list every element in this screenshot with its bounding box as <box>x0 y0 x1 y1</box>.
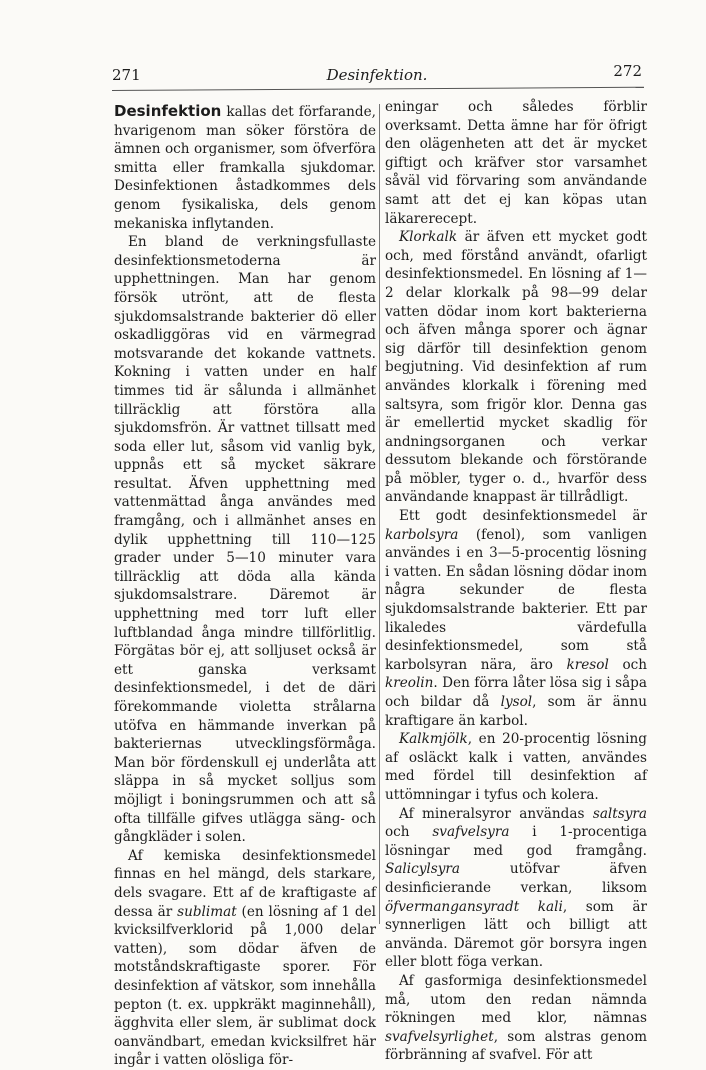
term-sublimat: sublimat <box>177 903 237 920</box>
paragraph-text: Af kemiska desinfektionsmedel finnas en hel mängd, dels starkare, dels svagare. Ett af de kraftigaste af dessa är <box>114 847 376 920</box>
paragraph-text: i 1-procentiga lösningar med god framgång. <box>385 824 647 859</box>
right-column <box>385 98 648 1064</box>
paragraph-chemical <box>114 847 376 1070</box>
term-kreolin: kreolin <box>385 675 434 692</box>
left-column <box>114 102 376 1069</box>
paragraph-intro <box>114 102 376 233</box>
term-ofvermangansyradt-kali: öfvermangansyradt kali <box>385 898 563 915</box>
paragraph-kalkmjolk <box>385 730 647 804</box>
term-lysol: lysol <box>500 694 533 710</box>
paragraph-text: Af gasformiga desinfektionsmedel må, utom den redan nämnda rökningen med klor, nämnas <box>385 972 647 1027</box>
term-svafvelsyrlighet: svafvelsyrlighet <box>385 1028 494 1045</box>
paragraph-text: utöfvar äfven desinficierande verkan, liksom <box>385 861 647 896</box>
term-saltsyra: saltsyra <box>592 805 647 822</box>
paragraph-text: kallas det förfarande, hvarigenom man söker förstöra de ämnen och organismer, som öfverföra smitta eller framkalla sjukdomar. Desinfektionen åstadkommes dels genom fysikaliska, dels genom mekaniska inflytanden. <box>114 104 376 232</box>
paragraph-text: , som alstras genom förbränning af svafvel. För att <box>385 1028 647 1064</box>
page-header <box>112 62 642 90</box>
paragraph-gasformiga <box>385 972 647 1065</box>
paragraph-text: , som är synnerligen lätt och billigt att använda. Däremot gör borsyra ingen eller blott föga verkan. <box>385 898 647 971</box>
paragraph-text: och <box>385 824 433 841</box>
paragraph-text: , som är ännu kraftigare än karbol. <box>385 694 648 729</box>
column-divider <box>379 104 380 924</box>
term-kalkmjolk: Kalkmjölk <box>399 731 468 748</box>
term-svafvelsyra: svafvelsyra <box>432 824 510 841</box>
running-title: Desinfektion. <box>326 66 428 84</box>
term-kresol: kresol <box>566 656 609 673</box>
paragraph-klorkalk <box>385 228 647 507</box>
paragraph-continued: eningar och således förblir overksamt. Detta ämne har för öfrigt den olägenheten att det är mycket giftigt och kräfver stor varsamhet såväl vid förvaring som användande samt att det ej kan köpas utan läkarerecept. <box>385 99 647 227</box>
paragraph-karbolsyra <box>385 507 647 730</box>
paragraph-text: , en 20-procentig lösning af osläckt kalk i vatten, användes med fördel till desinfektion af uttömningar i tyfus och kolera. <box>385 731 647 803</box>
paragraph-text: (en lösning af 1 del kvicksilfverklorid på 1,000 delar vatten), som dödar äfven de motståndskraftigaste sporer. För desinfektion af vätskor, som innehålla pepton (t. ex. uppkräkt maginnehåll), ägghvita eller slem, är sublimat dock oanvändbart, emedan kvicksilfret här ingår i vatten olösliga för- <box>114 903 376 1069</box>
page-number-right: 272 <box>613 62 642 80</box>
paragraph-text: Af mineralsyror användas <box>399 805 593 822</box>
entry-headword: Desinfektion <box>114 102 222 120</box>
paragraph-mineralsyror <box>385 805 647 972</box>
term-karbolsyra: karbolsyra <box>385 526 459 543</box>
paragraph-heating: En bland de verkningsfullaste desinfektionsmetoderna är upphettningen. Man har genom försök utrönt, att de flesta sjukdomsalstrande bakterier dö eller oskadliggöras vid en värmegrad motsvarande det kokande vattnets. Kokning i vatten under en half timmes tid är sålunda i allmänhet tillräcklig att förstöra alla sjukdomsfrön. Är vattnet tillsatt med soda eller lut, såsom vid vanlig byk, uppnås ett så mycket säkrare resultat. Äfven upphettning med vattenmättad ånga användes med framgång, och i allmänhet anses en dylik upphettning till 110—125 grader under 5—10 minuter vara tillräcklig att döda alla kända sjukdomsalstrare. Däremot är upphettning med torr luft eller luftblandad ånga mindre tillförlitlig. Förgätas bör ej, att solljuset också är ett ganska verksamt desinfektionsmedel, i det de däri förekommande violetta strålarna utöfva en hämmande inverkan på bakteriernas utvecklingsförmåga. Man bör fördenskull ej underlåta att släppa in så mycket solljus som möjligt i boningsrummen och att så ofta tillfälle gifves utlägga säng- och gångkläder i solen. <box>114 234 376 846</box>
paragraph-text: och <box>608 656 648 673</box>
paragraph-text: (fenol), som vanligen användes i en 3—5-procentig lösning i vatten. En sådan lösning dödar inom några sekunder de flesta sjukdomsalstrande bakterier. Ett par likaledes värdefulla desinfektionsmedel, som stå karbolsyran nära, äro <box>385 526 647 673</box>
paragraph-text: . Den förra låter lösa sig i såpa och bildar då <box>385 675 647 710</box>
paragraph-text: Ett godt desinfektionsmedel är <box>399 508 647 525</box>
term-klorkalk: Klorkalk <box>399 229 458 246</box>
term-salicylsyra: Salicylsyra <box>385 861 461 878</box>
page-number-left: 271 <box>112 66 141 84</box>
paragraph-text: är äfven ett mycket godt och, med förstånd användt, ofarligt desinfektionsmedel. En lösning af 1—2 delar klorkalk på 98—99 delar vatten dödar inom kort bakterierna och äfven många sporer och ägnar sig därför till desinfektion genom begjutning. Vid desinfektion af rum användes klorkalk i förening med saltsyra, som frigör klor. Denna gas är emellertid mycket skadlig för andningsorganen och verkar dessutom blekande och förstörande på möbler, tyger o. d., hvarför dess användande knappast är tillrådligt. <box>385 229 647 506</box>
